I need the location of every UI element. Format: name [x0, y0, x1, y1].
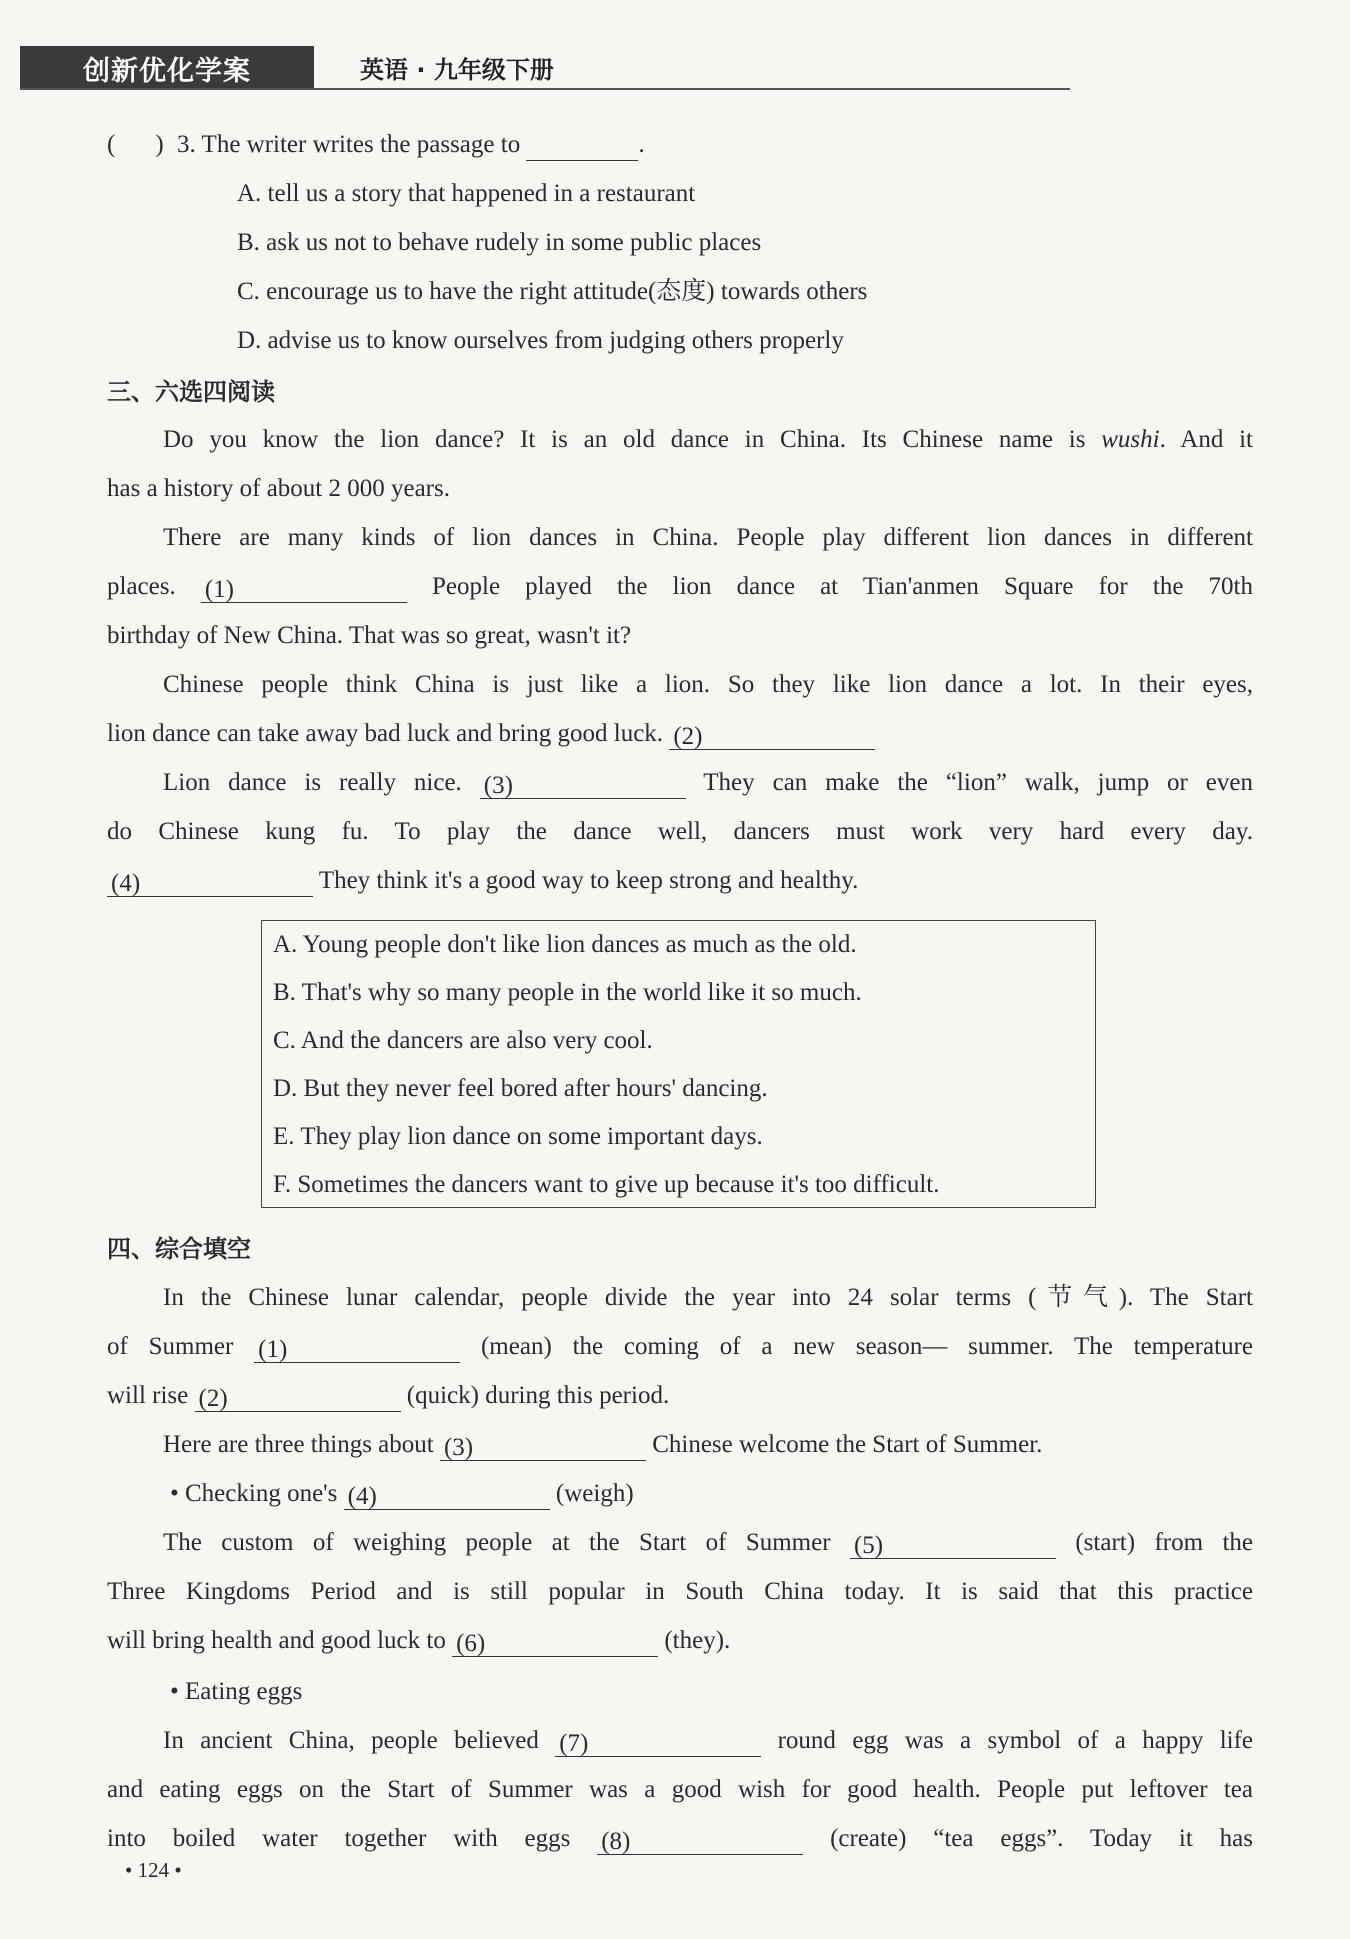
question-3-option-d: D. advise us to know ourselves from judging others properly	[237, 327, 844, 354]
question-3-stem: ( ) 3. The writer writes the passage to .	[107, 129, 645, 161]
blank-s4-6[interactable]: (6)	[452, 1628, 658, 1657]
option-f: F. Sometimes the dancers want to give up because it's too difficult.	[273, 1171, 940, 1198]
blank-4[interactable]: (4)	[107, 868, 313, 897]
blank-s4-5[interactable]: (5)	[850, 1530, 1056, 1559]
s4-line6: The custom of weighing people at the Start of Summer (5) (start) from the	[163, 1529, 1253, 1559]
s3-p2-line1: There are many kinds of lion dances in China. People play different lion dances in different	[163, 524, 1253, 551]
subject-title: 英语 · 九年级下册	[360, 56, 554, 84]
s4-line10: In ancient China, people believed (7) round egg was a symbol of a happy life	[163, 1727, 1254, 1757]
s3-p3-line2: lion dance can take away bad luck and bring good luck. (2)	[107, 718, 875, 750]
s4-line9: • Eating eggs	[170, 1678, 303, 1705]
blank-s4-8[interactable]: (8)	[597, 1826, 803, 1855]
blank-s4-3[interactable]: (3)	[440, 1432, 646, 1461]
answer-bracket[interactable]: ( )	[107, 131, 164, 158]
page-number: • 124 •	[125, 1858, 182, 1882]
option-d: D. But they never feel bored after hours' dancing.	[273, 1075, 768, 1102]
blank-2[interactable]: (2)	[669, 721, 875, 750]
option-a: A. Young people don't like lion dances as much as the old.	[273, 931, 857, 958]
blank-s4-4[interactable]: (4)	[344, 1481, 550, 1510]
options-box	[261, 920, 1096, 1208]
option-b: B. That's why so many people in the world like it so much.	[273, 979, 862, 1006]
s4-line11: and eating eggs on the Start of Summer was a good wish for good health. People put leftover tea	[107, 1776, 1253, 1803]
answer-blank[interactable]	[526, 132, 638, 161]
s4-line5: • Checking one's (4) (weigh)	[170, 1480, 634, 1510]
s4-line2: of Summer (1) (mean) the coming of a new season— summer. The temperature	[107, 1333, 1254, 1363]
blank-3[interactable]: (3)	[480, 770, 686, 799]
header-rule	[20, 88, 1070, 90]
s3-p2-line2: places. (1) People played the lion dance at Tian'anmen Square for the 70th	[107, 573, 1253, 603]
s3-p4-line2: do Chinese kung fu. To play the dance well, dancers must work very hard every day.	[107, 818, 1253, 845]
s4-line12: into boiled water together with eggs (8) (create) “tea eggs”. Today it has	[107, 1825, 1253, 1855]
section-3-title: 三、六选四阅读	[107, 378, 275, 406]
question-3-option-a: A. tell us a story that happened in a restaurant	[237, 180, 696, 207]
s3-p1-line2: has a history of about 2 000 years.	[107, 475, 450, 502]
s3-p1-line1: Do you know the lion dance? It is an old dance in China. Its Chinese name is wushi. And it	[163, 426, 1253, 453]
option-e: E. They play lion dance on some important days.	[273, 1123, 763, 1150]
s4-line7: Three Kingdoms Period and is still popular in South China today. It is said that this practice	[107, 1578, 1253, 1605]
brand-banner: 创新优化学案	[20, 46, 314, 90]
s3-p4-line3: (4) They think it's a good way to keep strong and healthy.	[107, 865, 858, 897]
blank-s4-2[interactable]: (2)	[195, 1383, 401, 1412]
section-4-title: 四、综合填空	[107, 1235, 251, 1263]
blank-s4-1[interactable]: (1)	[254, 1334, 460, 1363]
s4-line8: will bring health and good luck to (6) (they).	[107, 1627, 731, 1657]
s3-p3-line1: Chinese people think China is just like a lion. So they like lion dance a lot. In their eyes,	[163, 671, 1253, 698]
s4-line1: In the Chinese lunar calendar, people divide the year into 24 solar terms (节气). The Start	[163, 1284, 1253, 1311]
blank-1[interactable]: (1)	[201, 574, 407, 603]
s3-p4-line1: Lion dance is really nice. (3) They can make the “lion” walk, jump or even	[163, 769, 1253, 799]
s3-p2-line3: birthday of New China. That was so great, wasn't it?	[107, 622, 632, 649]
option-c: C. And the dancers are also very cool.	[273, 1027, 653, 1054]
question-3-option-c: C. encourage us to have the right attitude(态度) towards others	[237, 278, 868, 305]
s4-line4: Here are three things about (3) Chinese welcome the Start of Summer.	[163, 1431, 1043, 1461]
blank-s4-7[interactable]: (7)	[555, 1728, 761, 1757]
question-3-option-b: B. ask us not to behave rudely in some public places	[237, 229, 762, 256]
s4-line3: will rise (2) (quick) during this period.	[107, 1382, 670, 1412]
